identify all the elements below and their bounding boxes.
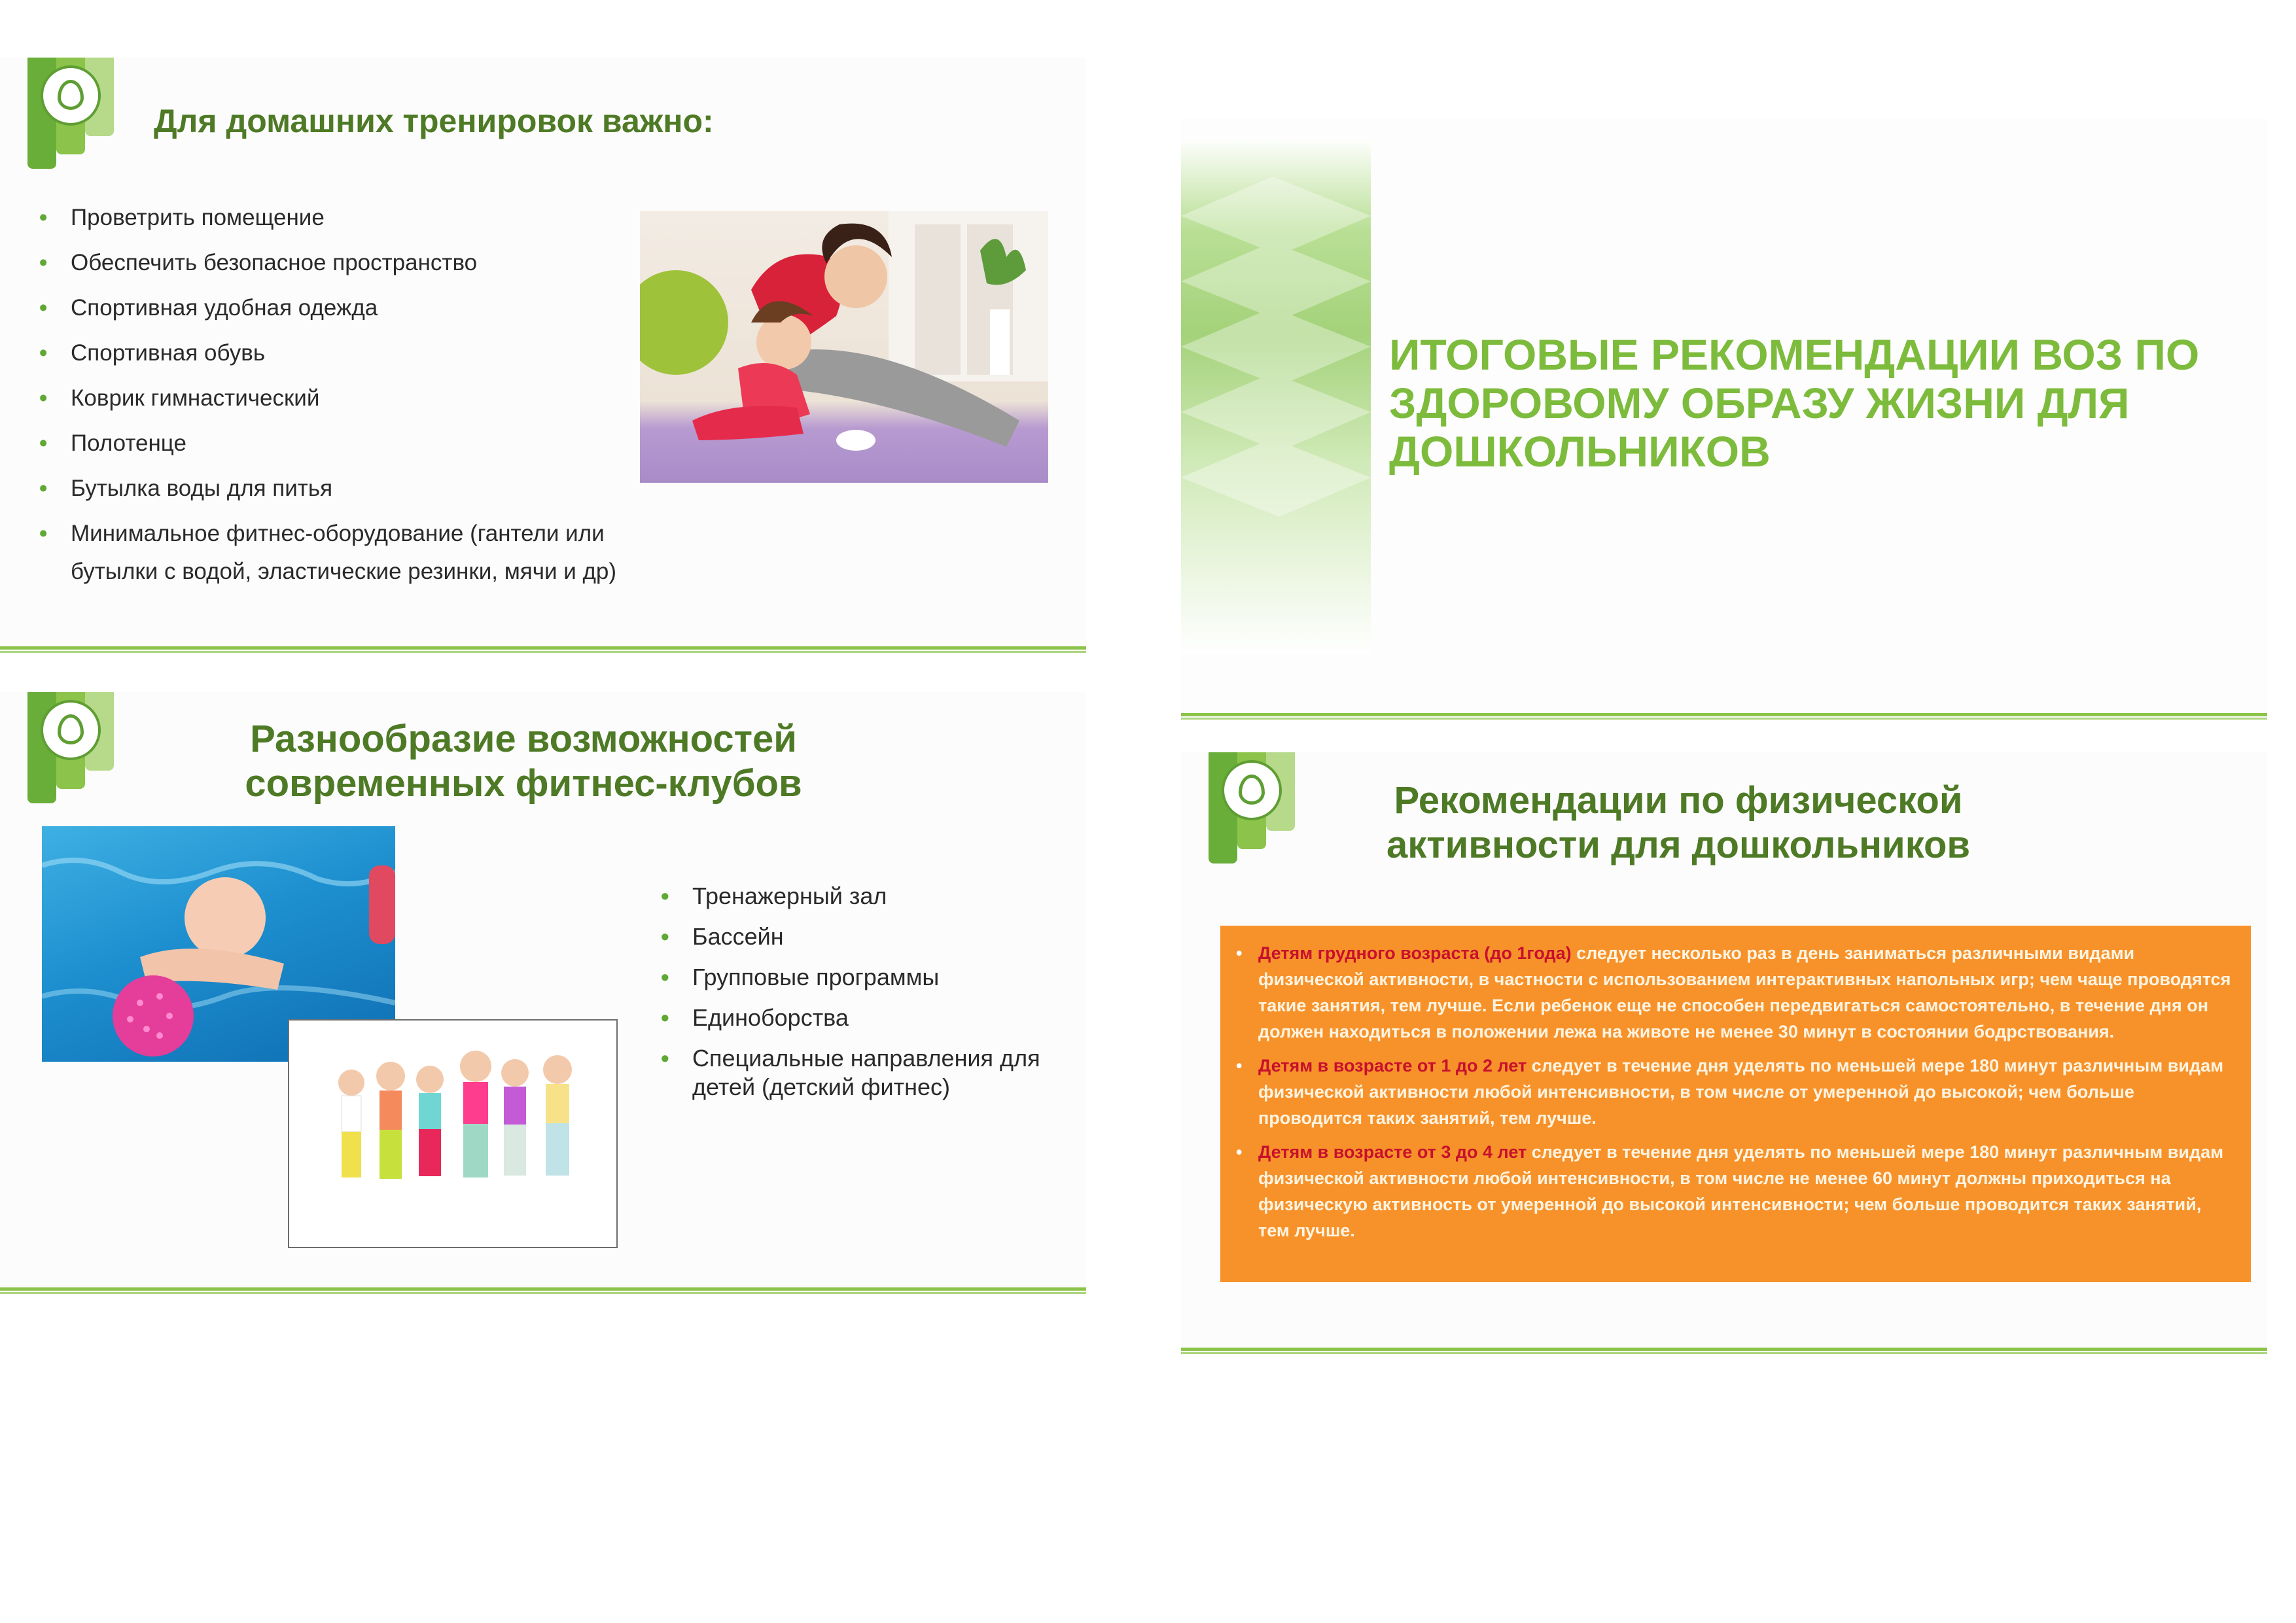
age-group-label: Детям в возрасте от 1 до 2 лет xyxy=(1258,1056,1527,1075)
list-item: • Коврик гимнастический xyxy=(39,379,628,417)
list-item: • Тренажерный зал xyxy=(661,882,1053,911)
recommendation-item xyxy=(1227,1139,2231,1244)
slide-physical-activity xyxy=(1181,752,2267,1354)
recommendation-text: следует несколько раз в день заниматься различными видами физической активности, в частности с использованием интерактивных напольных игр; чем чаще проводятся такие занятия, тем лучше. Если ребенок еще не способен передвигаться самостоятельно, в течение дня он должен находиться в положении лежа на животе не менее 30 минут в состоянии бодрствования. xyxy=(1258,943,2231,1041)
list-item: • Спортивная удобная одежда xyxy=(39,289,628,327)
ministry-logo-icon xyxy=(27,692,116,803)
recommendations-box xyxy=(1220,926,2251,1282)
mother-daughter-stretching-photo xyxy=(640,211,1048,483)
ministry-logo-icon xyxy=(1209,752,1297,864)
slide-fitness-clubs xyxy=(0,692,1086,1294)
slide-home-training xyxy=(0,58,1086,653)
list-item: • Единоборства xyxy=(661,1003,1053,1032)
recommendation-text: следует в течение дня уделять по меньшей мере 180 минут различным видам физической активности любой интенсивности, в том числе не менее 60 минут должны приходиться на физическую активность от умеренной до высокой интенсивности; чем больше проводится таких занятий, тем лучше. xyxy=(1258,1142,2224,1240)
list-item: • Спортивная обувь xyxy=(39,334,628,372)
list-item: • Бассейн xyxy=(661,922,1053,951)
kids-group-photo xyxy=(288,1019,618,1248)
slide-divider xyxy=(1181,713,2267,720)
recommendation-item xyxy=(1227,940,2231,1045)
list-item: • Минимальное фитнес-оборудование (гантели или бутылки с водой, эластические резинки, мячи и др) xyxy=(39,515,628,591)
slide1-title: Для домашних тренировок важно: xyxy=(154,103,714,139)
decorative-green-panel xyxy=(1181,137,1371,654)
home-training-list xyxy=(39,199,628,591)
recommendations-list xyxy=(1227,940,2231,1244)
fitness-club-list xyxy=(661,882,1053,1102)
slide4-title: Рекомендации по физической активности для дошкольников xyxy=(1386,779,1971,866)
list-item: • Специальные направления для детей (детский фитнес) xyxy=(661,1044,1053,1102)
slide-who-recommendations-title xyxy=(1181,118,2267,720)
slide2-title: ИТОГОВЫЕ РЕКОМЕНДАЦИИ ВОЗ ПО ЗДОРОВОМУ ОБРАЗУ ЖИЗНИ ДЛЯ ДОШКОЛЬНИКОВ xyxy=(1389,330,2200,476)
age-group-label: Детям грудного возраста (до 1года) xyxy=(1258,943,1572,963)
slide3-title: Разнообразие возможностей современных фитнес-клубов xyxy=(245,718,802,805)
age-group-label: Детям в возрасте от 3 до 4 лет xyxy=(1258,1142,1527,1162)
list-item: • Групповые программы xyxy=(661,963,1053,992)
list-item: • Обеспечить безопасное пространство xyxy=(39,244,628,282)
slide-divider xyxy=(1181,1348,2267,1354)
ministry-logo-icon xyxy=(27,58,116,169)
slide-divider xyxy=(0,646,1086,653)
list-item: • Полотенце xyxy=(39,425,628,462)
recommendation-text: следует в течение дня уделять по меньшей мере 180 минут различным видам физической активности любой интенсивности, в том числе от умеренной до высокой; чем больше проводится таких занятий, тем лучше. xyxy=(1258,1056,2224,1128)
slide-divider xyxy=(0,1287,1086,1294)
list-item: • Бутылка воды для питья xyxy=(39,470,628,508)
list-item: • Проветрить помещение xyxy=(39,199,628,237)
recommendation-item xyxy=(1227,1053,2231,1131)
